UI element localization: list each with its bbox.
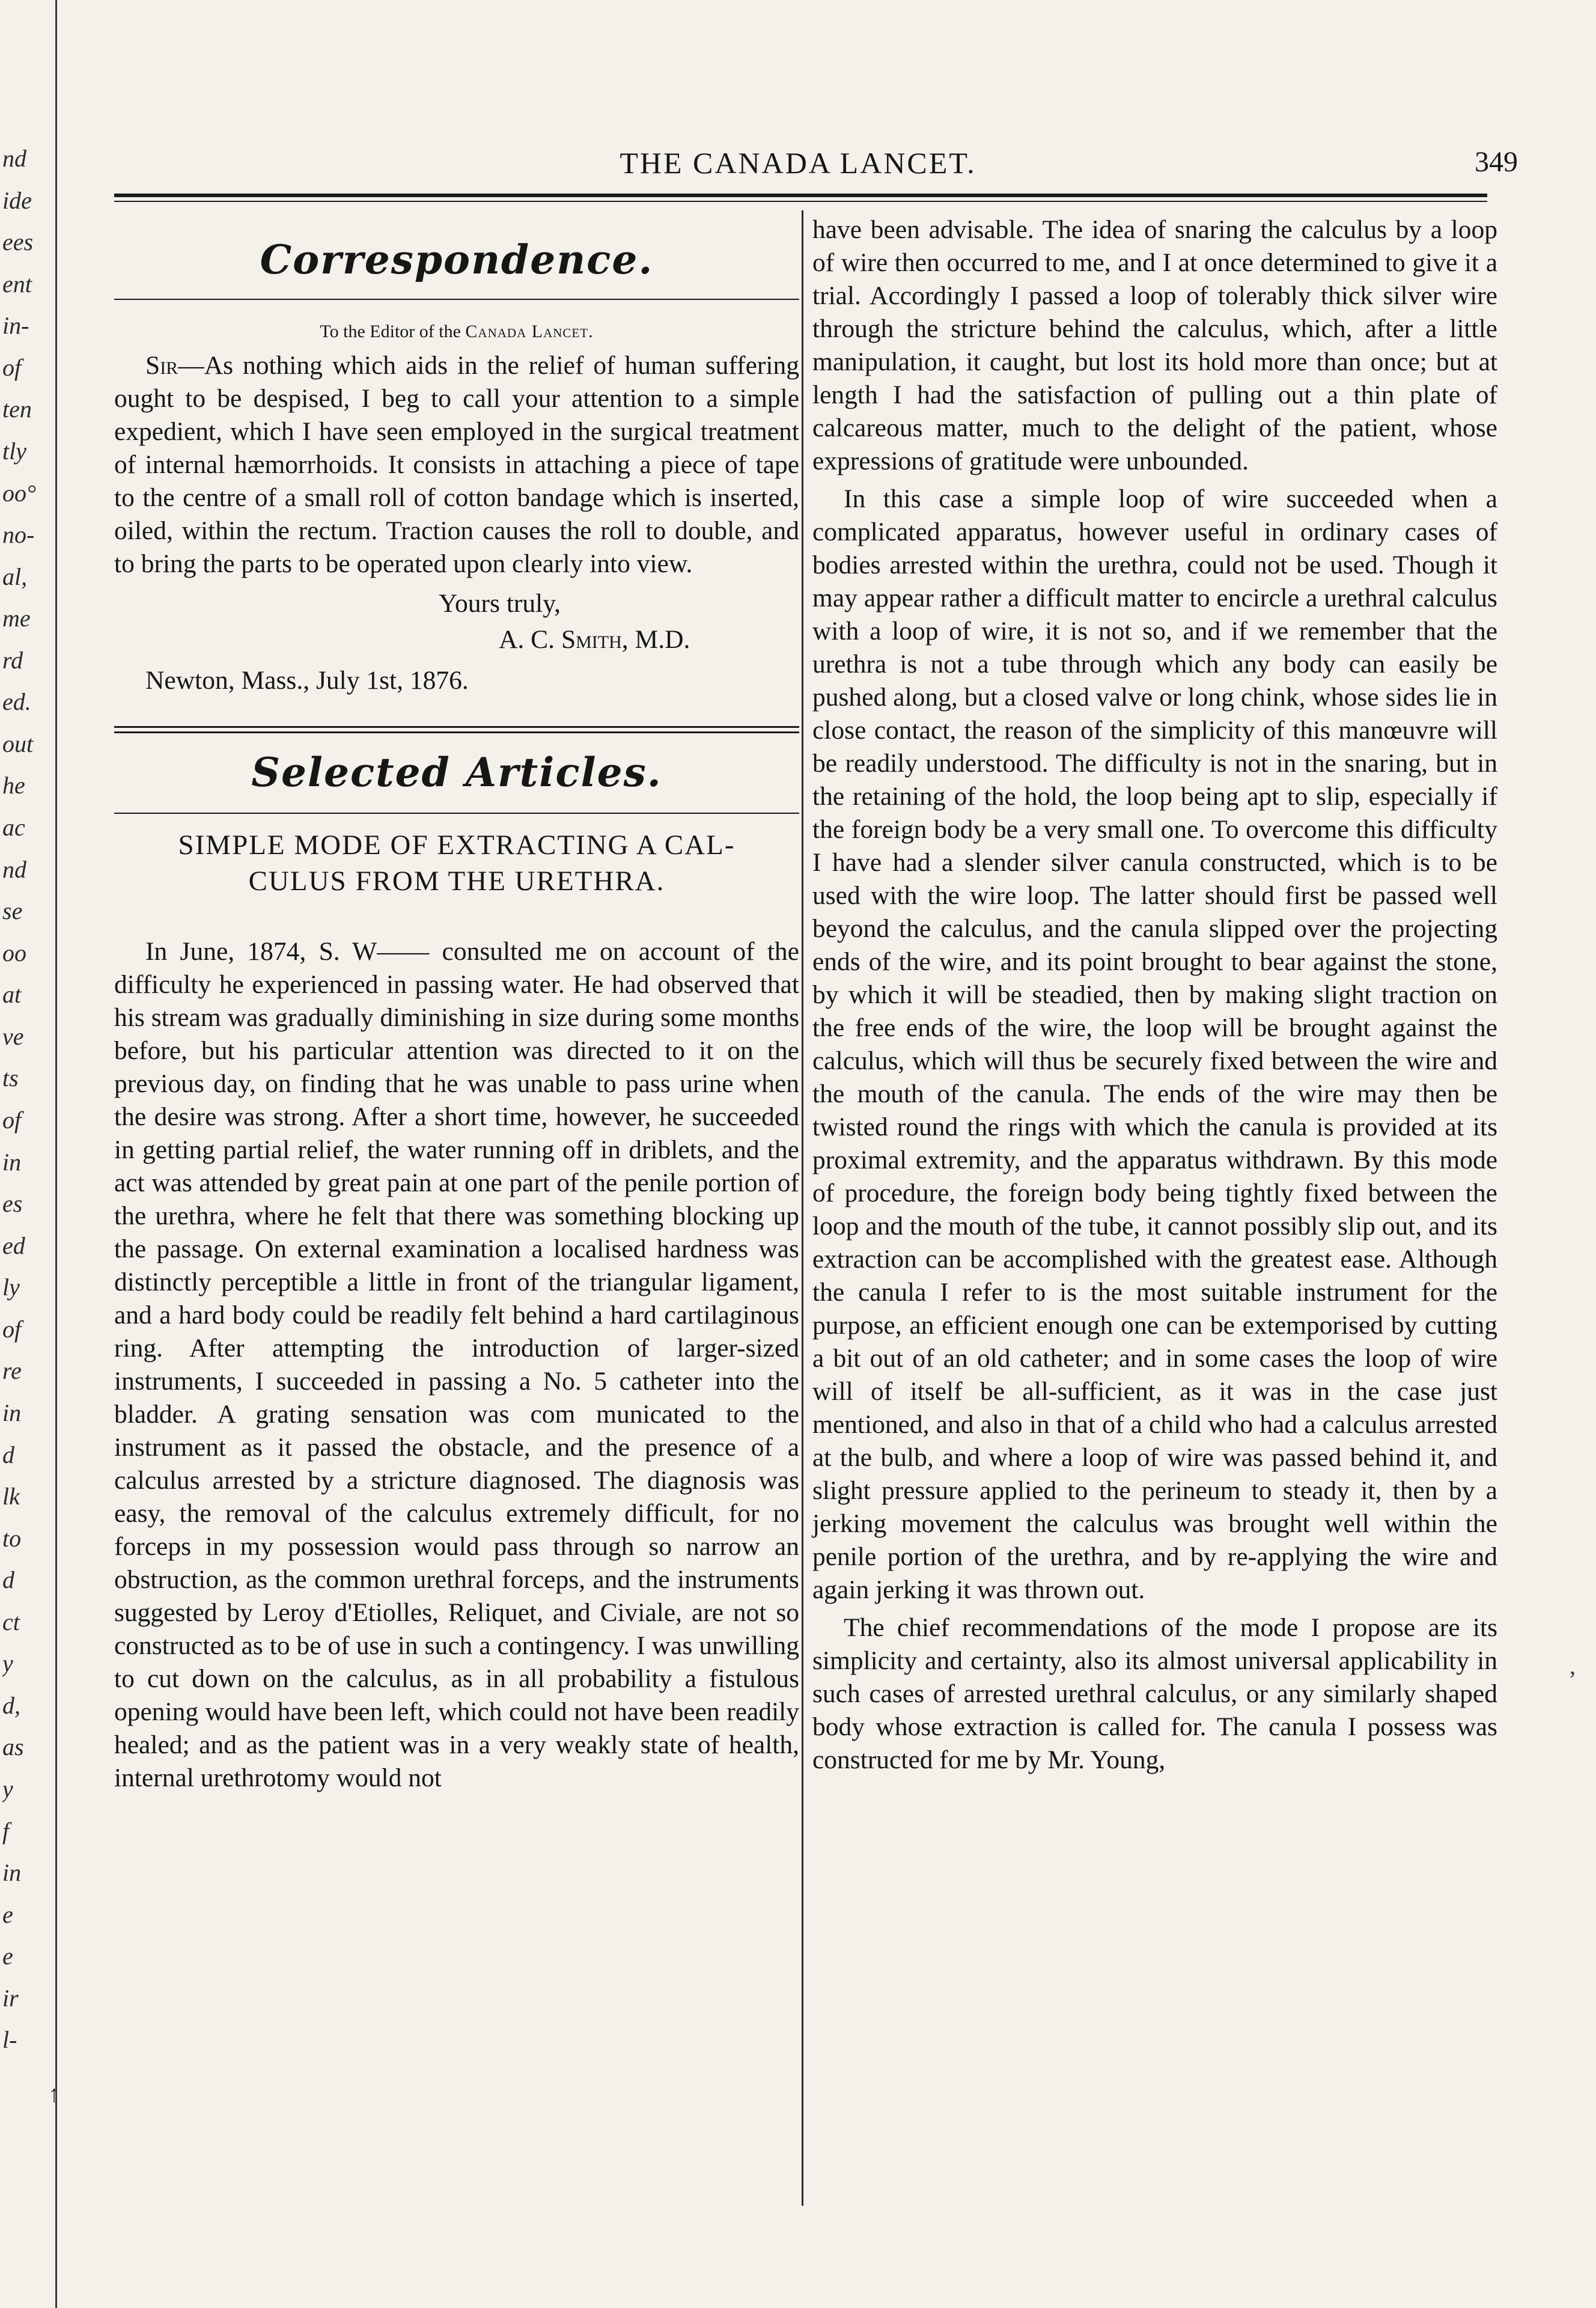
margin-fragment: tly (2, 438, 26, 465)
margin-fragment: ct (2, 1608, 20, 1635)
stray-ink-mark: , (1570, 1652, 1576, 1679)
article-title (114, 827, 799, 899)
margin-fragment: l- (2, 2026, 17, 2053)
right-column (812, 207, 1497, 1777)
letter-body (114, 349, 799, 581)
margin-fragment: ly (2, 1274, 20, 1301)
facing-page-bleed (0, 144, 53, 2128)
header-rule (114, 194, 1487, 197)
article-paragraph: In this case a simple loop of wire succeeded when a complicated apparatus, however useful in ordinary cases of bodies arrested within the urethra, could not be used. Though it may appear rather a difficult matter to encircle a urethral calculus with a loop of wire, it is not so, and if we remember that the urethra is not a tube through which any body can easily be pushed along, but a closed valve or long chink, whose sides lie in close contact, the reason of the simplicity of this manœuvre will be readily understood. The difficulty is not in the snaring, but in the retaining of the hold, the loop being apt to slip, especially if the foreign body be a very small one. To overcome this difficulty I have had a slender silver canula constructed, which is to be used with the wire loop. The latter should first be passed well beyond the calculus, and the canula slipped over the projecting ends of the wire, and its point brought to bear against the stone, by which it will be steadied, then by making slight traction on the free ends of the wire, the loop will be brought against the calculus, which will thus be securely fixed between the wire and the mouth of the canula. The ends of the wire may then be twisted round the rings with which the canula is provided at its proximal extremity, and the apparatus withdrawn. By this mode of procedure, the foreign body being tightly fixed between the loop and the mouth of the tube, it cannot possibly slip out, and its extraction can be accomplished with the greatest ease. Although the canula I refer to is the most suitable instrument for the purpose, an efficient enough one can be extemporised by cutting a bit out of an old catheter; and in some cases the loop of wire will of itself be all-sufficient, as it was in the case just mentioned, and also in that of a child who had a calculus arrested at the bulb, and where a loop of wire was passed behind it, and slight pressure applied to the perineum to steady it, then by a jerking movement the calculus was brought well within the penile portion of the urethra, and by re-applying the wire and again jerking it was thrown out. (812, 484, 1497, 1604)
margin-fragment: in (2, 1149, 22, 1176)
margin-fragment: al, (2, 563, 28, 590)
margin-fragment: nd (2, 145, 26, 172)
letter-text: —As nothing which aids in the relief of human suffering ought to be despised, I beg to call your attention to a simple expedient, which I have seen employed in the surgical treatment of internal hæmorrhoids. It consists in attaching a piece of tape to the centre of a small roll of cotton bandage which is inserted, oiled, within the rectum. Traction causes the roll to double, and to bring the parts to be operated upon clearly into view. (114, 351, 799, 578)
letter-signoff (114, 585, 799, 698)
place-date: Newton, Mass., July 1st, 1876. (145, 666, 469, 695)
page-number: 349 (1475, 146, 1518, 178)
margin-fragment: ees (2, 228, 34, 255)
margin-fragment: ent (2, 270, 32, 298)
stray-ink-mark: ↑ (48, 2080, 60, 2107)
margin-fragment: y (2, 1650, 13, 1677)
margin-fragment: as (2, 1733, 24, 1760)
margin-fragment: es (2, 1190, 23, 1217)
margin-fragment: ide (2, 187, 32, 214)
margin-fragment: ed (2, 1232, 25, 1259)
margin-fragment: re (2, 1357, 22, 1384)
margin-fragment: at (2, 981, 22, 1008)
margin-fragment: ac (2, 814, 25, 841)
running-head: THE CANADA LANCET. (620, 146, 976, 180)
margin-fragment: in (2, 1859, 22, 1886)
margin-fragment: to (2, 1525, 22, 1552)
gutter-line (55, 0, 57, 2308)
author-degree: , M.D. (621, 625, 690, 654)
margin-fragment: no- (2, 521, 35, 548)
margin-fragment: out (2, 730, 34, 757)
margin-fragment: ten (2, 395, 32, 423)
article-paragraph: In June, 1874, S. W—— consulted me on account of the difficulty he experienced in passing water. He had observed that his stream was gradually diminishing in size during some months before, but his particular attention was directed to it on the previous day, on finding that he was unable to pass urine when the desire was strong. After a short time, however, he succeeded in getting partial relief, the water running off in driblets, and the act was attended by great pain at one part of the penile portion of the urethra, where he felt that there was something blocking up the passage. On external examination a localised hardness was distinctly perceptible a little in front of the triangular ligament, and a hard body could be readily felt behind a hard cartilaginous ring. After attempting the introduction of larger-sized instruments, I succeeded in passing a No. 5 catheter into the bladder. A grating sensation was com municated to the instrument as it passed the obstacle, and the presence of a calculus arrested by a stricture diagnosed. The diagnosis was easy, the removal of the calculus extremely difficult, for no forceps in my possession would pass through so narrow an obstruction, as the common urethral forceps, and the instruments suggested by Leroy d'Etiolles, Reliquet, and Civiale, are not so constructed as to be of use in such a contingency. I was unwilling to cut down on the calculus, as in all probability a fistulous opening would have been left, which could not have been readily healed; and as the patient was in a very weakly state of health, internal urethrotomy would not (114, 937, 799, 1792)
article-title-line-1: SIMPLE MODE OF EXTRACTING A CAL- (178, 829, 736, 861)
closing: Yours truly, (439, 589, 561, 618)
margin-fragment: of (2, 1316, 22, 1343)
margin-fragment: he (2, 772, 25, 799)
margin-fragment: y (2, 1775, 13, 1803)
margin-fragment: e (2, 1901, 13, 1928)
margin-fragment: d (2, 1566, 14, 1593)
margin-fragment: se (2, 897, 23, 924)
section-double-rule (114, 726, 799, 733)
margin-fragment: lk (2, 1483, 20, 1510)
margin-fragment: rd (2, 647, 23, 674)
margin-fragment: ts (2, 1064, 19, 1091)
margin-fragment: oo (2, 939, 26, 966)
author-name: Smith (561, 625, 622, 654)
margin-fragment: ed. (2, 688, 31, 715)
margin-fragment: f (2, 1818, 10, 1845)
margin-fragment: nd (2, 856, 26, 883)
correspondence-heading: Correspondence. (260, 236, 654, 283)
column-divider (802, 210, 803, 2206)
margin-fragment: in (2, 1399, 22, 1426)
left-column (114, 207, 799, 1795)
margin-fragment: me (2, 605, 31, 632)
margin-fragment: ir (2, 1985, 19, 2012)
to-editor-prefix: To the Editor of the (320, 322, 461, 341)
section-rule (114, 299, 799, 300)
margin-fragment: of (2, 354, 22, 381)
margin-fragment: d (2, 1441, 14, 1468)
article-paragraph-continued: have been advisable. The idea of snaring the calculus by a loop of wire then occurred to me, and I at once determined to give it a trial. Accordingly I passed a loop of tolerably thick silver wire through the stricture behind the calculus, which, after a little manipulation, it caught, but lost its hold more than once; but at length I had the satisfaction of pulling out a thin plate of calcareous matter, much to the delight of the patient, whose expressions of gratitude were unbounded. (812, 215, 1497, 475)
margin-fragment: e (2, 1943, 13, 1970)
to-editor-line (114, 322, 799, 342)
journal-name: Canada Lancet. (465, 322, 594, 341)
author-initials: A. C. (499, 625, 555, 654)
section-rule (114, 813, 799, 814)
margin-fragment: oo° (2, 480, 36, 507)
article-paragraph: The chief recommendations of the mode I propose are its simplicity and certainty, also its almost universal applicability in such cases of arrested urethral calculus, or any similarly shaped body whose extraction is called for. The canula I possess was constructed for me by Mr. Young, (812, 1613, 1497, 1774)
article-title-line-2: CULUS FROM THE URETHRA. (248, 866, 665, 897)
salutation: Sir (145, 351, 178, 380)
header-rule-thin (114, 201, 1487, 202)
margin-fragment: d, (2, 1692, 20, 1719)
selected-articles-heading: Selected Articles. (251, 749, 662, 796)
author-signature (114, 621, 799, 658)
margin-fragment: ve (2, 1023, 24, 1050)
margin-fragment: in- (2, 312, 29, 339)
margin-fragment: of (2, 1107, 22, 1134)
